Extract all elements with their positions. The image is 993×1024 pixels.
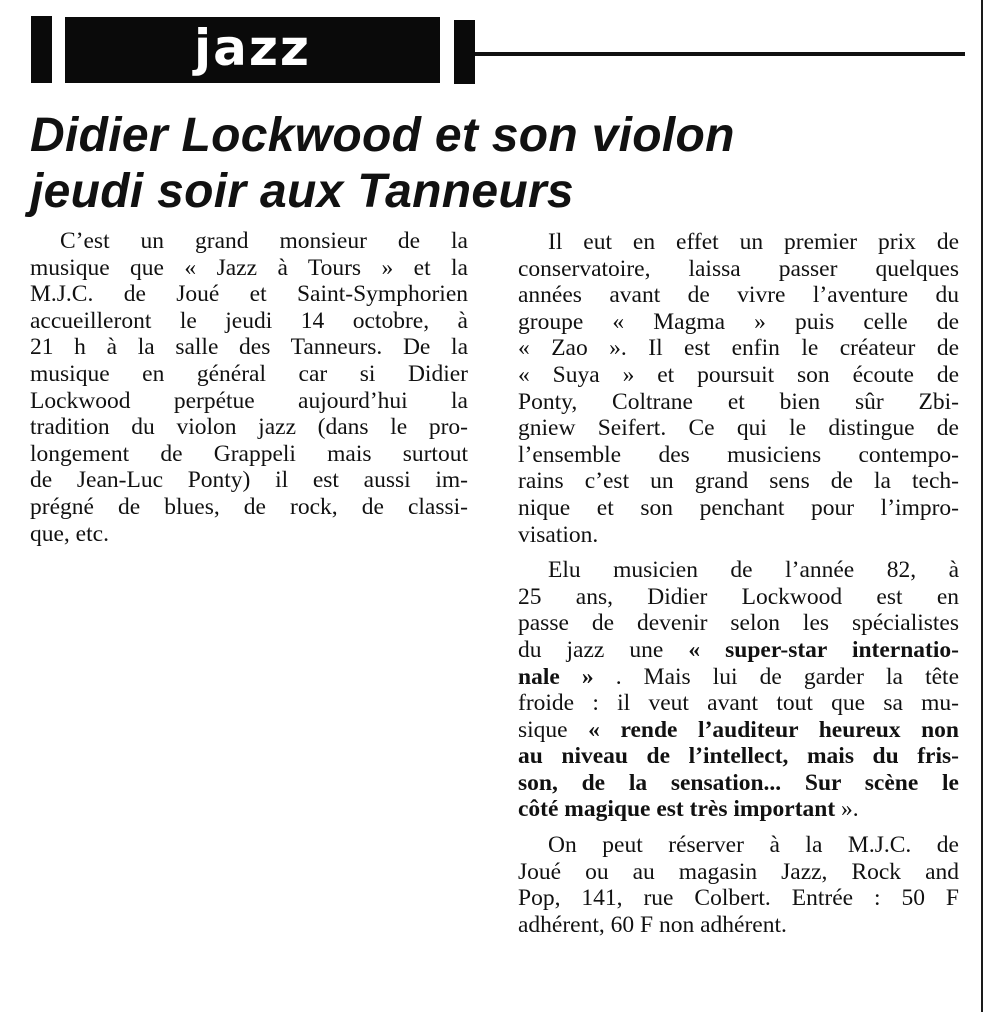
text-line: musique en général car si Didier [30,360,468,387]
quote-emphasis: son, de la sensation... Sur scène le [518,769,959,796]
text-line [518,717,959,744]
text-line: Elu musicien de l’année 82, à [548,557,959,584]
text-line: 25 ans, Didier Lockwood est en [518,583,959,610]
text-line: 21 h à la salle des Tanneurs. De la [30,334,468,361]
text-line: Joué ou au magasin Jazz, Rock and [518,858,959,885]
quote-emphasis: au niveau de l’intellect, mais du fris- [518,743,959,770]
text-line [518,770,959,797]
text-run: sique [518,716,589,743]
text-line: de Jean-Luc Ponty) il est aussi im- [30,467,468,494]
text-line: Ponty, Coltrane et bien sûr Zbi- [518,388,959,415]
text-run: . Mais lui de garder la tête [593,663,959,690]
header-bar-left [31,16,52,83]
headline-line-1: Didier Lockwood et son violon [30,109,735,162]
article-column-2 [518,229,959,938]
text-line: l’ensemble des musiciens contempo- [518,441,959,468]
text-line: musique que « Jazz à Tours » et la [30,254,468,281]
text-line: adhérent, 60 F non adhérent. [518,911,787,938]
quote-emphasis: côté magique est très important [518,796,836,823]
quote-emphasis: nale » [518,663,594,690]
headline-line-2: jeudi soir aux Tanneurs [30,165,574,218]
text-line: visation. [518,521,599,548]
text-run: ». [835,796,859,823]
text-line: longement de Grappeli mais surtout [30,440,468,467]
text-line [518,664,959,691]
text-line: « Zao ». Il est enfin le créateur de [518,335,959,362]
text-line: prégné de blues, de rock, de classi- [30,493,468,520]
column-rule [981,0,983,1012]
header-bar-right [454,20,475,84]
text-line: rains c’est un grand sens de la tech- [518,468,959,495]
quote-emphasis: « rende l’auditeur heureux non [588,716,959,743]
text-line [518,796,959,823]
paragraph [518,557,959,823]
text-line: conservatoire, laissa passer quelques [518,255,959,282]
text-line: que, etc. [30,520,109,547]
text-line: accueilleront le jeudi 14 octobre, à [30,307,468,334]
text-line: froide : il veut avant tout que sa mu- [518,690,959,717]
headline [30,108,970,220]
text-line: M.J.C. de Joué et Saint-Symphorien [30,281,468,308]
text-run: du jazz une [518,636,689,663]
text-line: années avant de vivre l’aventure du [518,282,959,309]
section-label-box [65,17,440,83]
text-line: Lockwood perpétue aujourd’hui la [30,387,468,414]
text-line: Pop, 141, rue Colbert. Entrée : 50 F [518,885,959,912]
quote-emphasis: « super-star internatio- [688,636,959,663]
text-line: Il eut en effet un premier prix de [548,229,959,255]
text-line: « Suya » et poursuit son écoute de [518,361,959,388]
text-line: tradition du violon jazz (dans le pro- [30,414,468,441]
text-line [518,637,959,664]
paragraph [518,229,959,548]
header-rule [475,52,965,56]
text-line [518,743,959,770]
text-line: nique et son penchant pour l’impro- [518,494,959,521]
paragraph [518,832,959,938]
text-line: On peut réserver à la M.J.C. de [548,832,959,859]
article-column-1 [30,228,468,547]
section-label: jazz [193,19,312,77]
text-line: passe de devenir selon les spécialistes [518,610,959,637]
text-line: C’est un grand monsieur de la [60,228,468,254]
paragraph [30,228,468,547]
text-line: groupe « Magma » puis celle de [518,308,959,335]
text-line: gniew Seifert. Ce qui le distingue de [518,415,959,442]
